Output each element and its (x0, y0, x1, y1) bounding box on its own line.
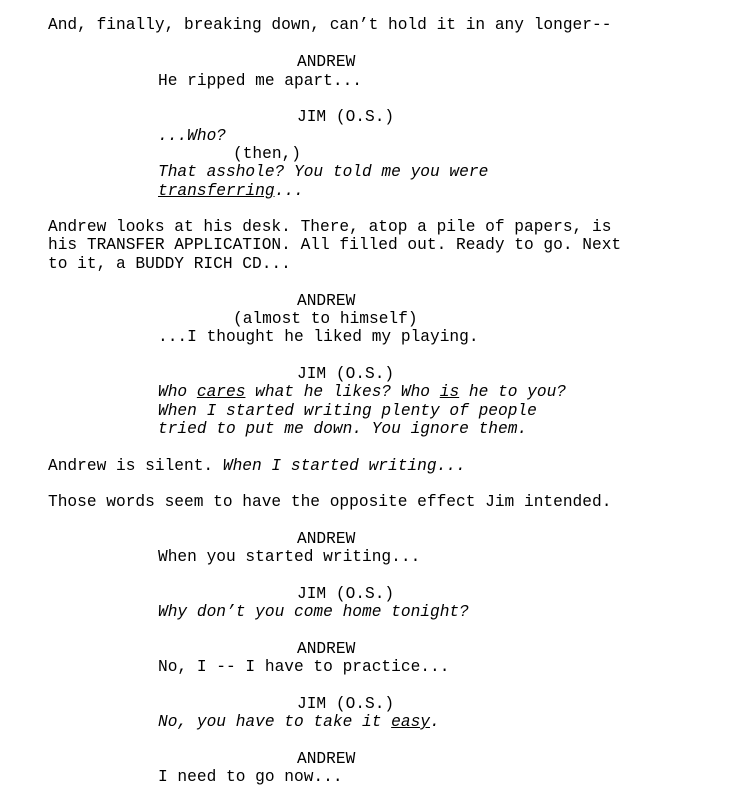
dialogue-line: ...Who? (158, 127, 226, 145)
action-line (48, 457, 466, 475)
character-cue: ANDREW (297, 53, 356, 71)
dialogue-text: No, you have to take it (158, 713, 392, 731)
character-cue: JIM (O.S.) (297, 695, 395, 713)
dialogue-line: Why don’t you come home tonight? (158, 603, 469, 621)
dialogue-line: When you started writing... (158, 548, 421, 566)
dialogue-line: tried to put me down. You ignore them. (158, 420, 528, 438)
underlined-text: is (439, 383, 460, 401)
dialogue-line (158, 383, 566, 401)
dialogue-text: what he likes? Who (245, 383, 440, 401)
action-line: his TRANSFER APPLICATION. All filled out. Ready to go. Next (48, 236, 622, 254)
character-cue: ANDREW (297, 750, 356, 768)
character-cue: JIM (O.S.) (297, 585, 395, 603)
action-line: to it, a BUDDY RICH CD... (48, 255, 291, 273)
character-cue: ANDREW (297, 292, 356, 310)
dialogue-text: he to you? (459, 383, 567, 401)
parenthetical: (almost to himself) (233, 310, 418, 328)
character-cue: ANDREW (297, 640, 356, 658)
dialogue-line: ...I thought he liked my playing. (158, 328, 479, 346)
character-cue: JIM (O.S.) (297, 108, 395, 126)
action-line: Andrew looks at his desk. There, atop a pile of papers, is (48, 218, 612, 236)
italic-text: When I started writing... (222, 457, 466, 475)
dialogue-line (158, 182, 304, 200)
underlined-text: cares (196, 383, 246, 401)
dialogue-text: . (430, 713, 440, 731)
dialogue-text: ... (274, 182, 304, 200)
dialogue-line (158, 713, 440, 731)
dialogue-line: He ripped me apart... (158, 72, 362, 90)
dialogue-line: When I started writing plenty of people (158, 402, 537, 420)
parenthetical: (then,) (233, 145, 301, 163)
character-cue: JIM (O.S.) (297, 365, 395, 383)
underlined-text: transferring (158, 182, 275, 200)
underlined-text: easy (391, 713, 430, 731)
dialogue-line: No, I -- I have to practice... (158, 658, 450, 676)
action-text: Andrew is silent. (48, 457, 223, 475)
action-line: And, finally, breaking down, can’t hold it in any longer-- (48, 16, 612, 34)
dialogue-line: That asshole? You told me you were (158, 163, 489, 181)
action-line: Those words seem to have the opposite effect Jim intended. (48, 493, 612, 511)
dialogue-line: I need to go now... (158, 768, 343, 786)
dialogue-text: Who (158, 383, 197, 401)
character-cue: ANDREW (297, 530, 356, 548)
